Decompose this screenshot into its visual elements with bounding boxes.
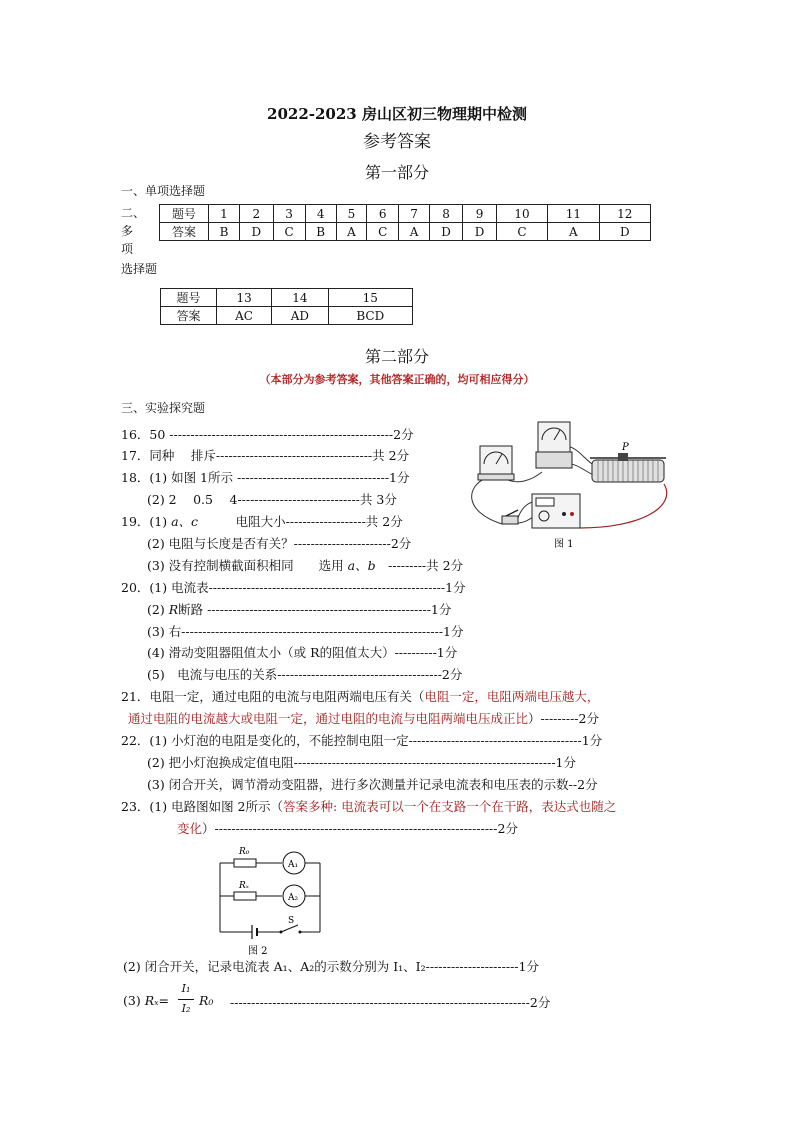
answer-20-1: 20．(1) 电流表--------------------------------------------------------1分 — [121, 580, 466, 595]
section-multi-label-d: 选择题 — [121, 262, 158, 276]
table-cell: 12 — [599, 205, 650, 223]
table-cell: C — [273, 223, 305, 241]
table-cell: 13 — [217, 289, 272, 307]
answer-16: 16．50 -----------------------------------------------------2分 — [121, 427, 414, 442]
switch-blade — [281, 925, 298, 932]
answer-18-1: 18．(1) 如图 1所示 ------------------------------------1分 — [121, 470, 410, 485]
formula-r0: R₀ — [199, 993, 214, 1008]
resistor-r0 — [234, 859, 256, 867]
table-cell: D — [599, 223, 650, 241]
wire — [472, 478, 502, 524]
answer-17: 17．同种 排斥-------------------------------------共 2分 — [121, 448, 410, 463]
table-cell: 2 — [240, 205, 274, 223]
power-supply-terminal — [562, 512, 566, 516]
answer-23-1-line1: 23．(1) 电路图如图 2所示（答案多种: 电流表可以一个在支路一个在干路，表达式也随之 — [121, 799, 617, 814]
table-cell: 9 — [463, 205, 497, 223]
part-one-heading: 第一部分 — [364, 163, 429, 182]
figure-1-caption: 图 1 — [554, 539, 574, 550]
scoring-note: （本部分为参考答案，其他答案正确的，均可相应得分） — [259, 373, 535, 386]
answer-22-1: 22．(1) 小灯泡的电阻是变化的，不能控制电阻一定-----------------------------------------1分 — [121, 733, 603, 748]
table-cell: D — [463, 223, 497, 241]
table-cell: D — [429, 223, 463, 241]
answer-22-3: (3) 闭合开关，调节滑动变阻器，进行多次测量并记录电流表和电压表的示数--2分 — [147, 777, 598, 792]
answer-20-2: (2) R断路 -----------------------------------------------------1分 — [147, 602, 452, 617]
answer-23-1-line2: 变化）-------------------------------------------------------------------2分 — [177, 821, 518, 836]
formula-denominator: I₂ — [181, 1002, 191, 1015]
table-row-answers — [161, 307, 413, 325]
answer-19-3: (3) 没有控制横截面积相同 选用 a、b ---------共 2分 — [147, 558, 464, 573]
ammeter-base — [536, 452, 572, 468]
table-cell: 1 — [209, 205, 240, 223]
table-cell: D — [240, 223, 274, 241]
figure-2-circuit — [214, 840, 324, 958]
rheostat-slider — [618, 453, 628, 461]
table-cell: 6 — [367, 205, 399, 223]
page-title: 2022-2023 房山区初三物理期中检测 — [267, 105, 527, 123]
formula-numerator: I₁ — [181, 982, 191, 995]
section-experiment: 三、实验探究题 — [121, 401, 206, 415]
answer-19-1: 19．(1) a、c 电阻大小-------------------共 2分 — [121, 514, 403, 529]
formula-fraction-bar — [178, 999, 194, 1000]
answer-22-2: (2) 把小灯泡换成定值电阻--------------------------------------------------------------1分 — [147, 755, 576, 770]
section-multi-label-b: 多 — [121, 224, 134, 238]
answer-19-2: (2) 电阻与长度是否有关？-----------------------2分 — [147, 536, 412, 551]
label-a1: A₁ — [288, 860, 299, 870]
resistor-rx — [234, 892, 256, 900]
answer-18-2: (2) 2 0.5 4-----------------------------共 3分 — [147, 492, 397, 507]
table-cell: 14 — [272, 289, 328, 307]
table-cell: 3 — [273, 205, 305, 223]
table-cell: A — [399, 223, 430, 241]
table-cell-label: 题号 — [161, 289, 217, 307]
answer-21-line2: 通过电阻的电流越大或电阻一定，通过电阻的电流与电阻两端电压成正比）---------2分 — [128, 711, 599, 726]
label-r0: R₀ — [239, 847, 250, 857]
table-cell: A — [336, 223, 367, 241]
label-s: S — [288, 916, 295, 926]
figure-2-caption: 图 2 — [248, 946, 268, 957]
table-cell: C — [367, 223, 399, 241]
label-rx: Rₓ — [239, 881, 249, 891]
table-cell: AC — [217, 307, 272, 325]
part-two-heading: 第二部分 — [364, 347, 429, 366]
rheostat-label: P — [622, 442, 629, 453]
switch-lever — [506, 510, 518, 516]
table-cell: B — [305, 223, 336, 241]
table-row-questions — [161, 289, 413, 307]
table-cell: 11 — [548, 205, 599, 223]
table-cell: A — [548, 223, 599, 241]
table-cell: BCD — [328, 307, 412, 325]
section-multi-label-c: 项 — [121, 242, 134, 256]
answer-23-2: (2) 闭合开关，记录电流表 A₁、A₂的示数分别为 I₁、I₂----------------------1分 — [123, 959, 539, 974]
table-cell: 10 — [496, 205, 547, 223]
label-a2: A₂ — [288, 893, 299, 903]
answer-23-3-score: -----------------------------------------------------------------------2分 — [230, 995, 551, 1010]
answer-table-multi — [160, 288, 413, 325]
table-cell: AD — [272, 307, 328, 325]
voltmeter-base — [478, 474, 514, 480]
table-row-questions — [160, 205, 651, 223]
power-supply-display — [536, 498, 554, 506]
table-cell: 15 — [328, 289, 412, 307]
table-cell-label: 题号 — [160, 205, 209, 223]
answer-table-single — [159, 204, 651, 241]
table-cell-label: 答案 — [160, 223, 209, 241]
page-subtitle: 参考答案 — [363, 132, 431, 152]
answer-20-4: (4) 滑动变阻器阻值太小（或 R的阻值太大）----------1分 — [147, 645, 458, 660]
switch-base — [502, 516, 518, 524]
table-cell: 5 — [336, 205, 367, 223]
table-cell: B — [209, 223, 240, 241]
table-cell: C — [496, 223, 547, 241]
figure-1-apparatus — [462, 416, 680, 550]
table-cell-label: 答案 — [161, 307, 217, 325]
answer-20-3: (3) 右--------------------------------------------------------------1分 — [147, 624, 464, 639]
table-cell: 8 — [429, 205, 463, 223]
power-supply-terminal — [570, 512, 574, 516]
answer-23-3: (3) Rₓ= — [123, 993, 170, 1008]
section-single-choice: 一、单项选择题 — [121, 184, 206, 198]
table-row-answers — [160, 223, 651, 241]
wire-red — [580, 484, 667, 528]
answer-21-line1: 21．电阻一定，通过电阻的电流与电阻两端电压有关（电阻一定，电阻两端电压越大， — [121, 689, 600, 704]
section-multi-label-a: 二、 — [121, 206, 146, 220]
table-cell: 7 — [399, 205, 430, 223]
table-cell: 4 — [305, 205, 336, 223]
answer-20-5: (5) 电流与电压的关系---------------------------------------2分 — [147, 667, 463, 682]
